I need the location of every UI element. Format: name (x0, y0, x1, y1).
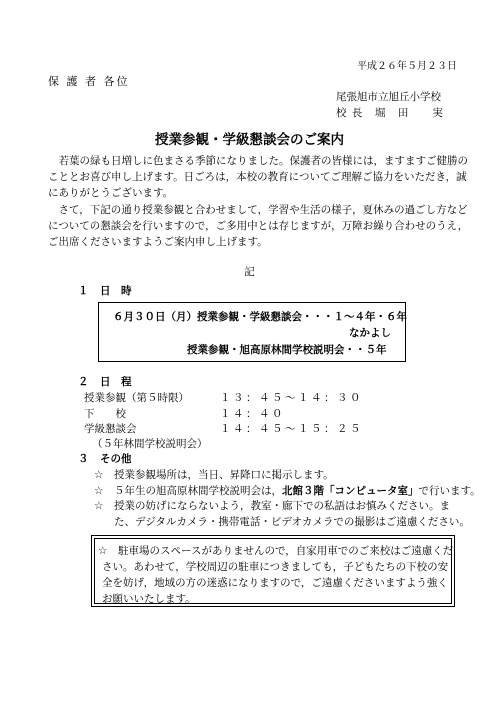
section-number: ２ (78, 376, 89, 388)
star-icon: ☆ (94, 500, 104, 512)
section-title: その他 (100, 453, 132, 465)
paragraph-line: にありがとうございます。 (48, 187, 174, 200)
schedule-time: １４：４５～１５：２５ (220, 423, 363, 435)
page-title: 授業参観・学級懇談会のご案内 (155, 132, 344, 148)
section-title: 日 時 (100, 285, 132, 297)
section-schedule-heading (78, 374, 132, 389)
notice-line (98, 543, 453, 558)
datetime-line: なかよし (349, 327, 391, 339)
star-icon: ☆ (98, 545, 108, 557)
schedule-time: １３：４５～１４：３０ (220, 392, 363, 404)
note-location: 北館３階「コンピュータ室」 (282, 485, 419, 497)
notice-line: お願いいたします。 (102, 593, 196, 605)
schedule-label: 授業参観（第５時限） (84, 392, 189, 404)
datetime-line: ６月３０日（月）授業参観・学級懇談会・・・１～４年・６年 (113, 311, 407, 323)
note-continuation: た、デジタルカメラ・携帯電話・ビデオカメラでの撮影はご遠慮ください。 (114, 516, 470, 528)
schedule-label: 学級懇談会 (84, 423, 137, 435)
datetime-box (98, 302, 406, 362)
datetime-line: 授業参観・旭高原林間学校説明会・・５年 (187, 344, 387, 356)
paragraph-line: ご出席くださいますようご案内申し上げます。 (48, 236, 268, 249)
note-item (94, 467, 334, 482)
document-date: 平成２６年５月２３日 (357, 61, 457, 72)
sender-name: 校 長 堀 田 実 (336, 107, 444, 119)
notice-line: さい。あわせて，学校周辺の駐車につきましても，子どもたちの下校の安 (102, 561, 449, 573)
section-title: 日 程 (100, 376, 132, 388)
schedule-label: 下 校 (84, 408, 126, 420)
paragraph-line: 若葉の緑も日増しに色まさる季節になりました。保護者の皆様には，ますますご健勝の (48, 155, 468, 167)
section-datetime-heading (78, 283, 132, 298)
paragraph-line: さて，下記の通り授業参観と合わせまして，学習や生活の様子，夏休みの過ごし方など (48, 204, 468, 216)
invitation-paragraph (48, 202, 469, 251)
greeting-paragraph (48, 153, 468, 202)
ki-marker: 記 (244, 266, 255, 278)
note-item (94, 498, 450, 513)
section-other-heading (78, 451, 132, 466)
paragraph-line: こととお喜び申し上げます。日ごろは，本校の教育についてご理解ご協力をいただき，誠 (48, 171, 467, 184)
note-text: で行います。 (418, 485, 481, 497)
schedule-time: １４：４０ (220, 408, 285, 420)
parking-notice-box (91, 535, 455, 607)
schedule-sub-note: （５年林間学校説明会） (92, 438, 208, 450)
paragraph-line: についての懇談会を行いますので，ご多用中とは存じますが，万障お繰り合わせのうえ， (48, 220, 469, 233)
section-number: １ (78, 285, 89, 297)
sender-school: 尾張旭市立旭丘小学校 (336, 91, 441, 103)
note-text: 授業参観場所は，当日、昇降口に掲示します。 (114, 469, 334, 481)
note-item (94, 483, 481, 498)
notice-line: 全を妨げ，地域の方の迷惑になりますので，ご遠慮くださいますよう強く (102, 577, 448, 589)
star-icon: ☆ (94, 469, 104, 481)
recipient: 保 護 者 各位 (48, 75, 130, 88)
section-number: ３ (78, 453, 89, 465)
notice-text: 駐車場のスペースがありませんので，自家用車でのご来校はご遠慮くだ (118, 545, 454, 557)
note-text: 授業の妨げにならないよう，教室・廊下での私語はお慎みください。ま (114, 500, 450, 512)
note-text: ５年生の旭高原林間学校説明会は， (114, 485, 282, 497)
star-icon: ☆ (94, 485, 104, 497)
